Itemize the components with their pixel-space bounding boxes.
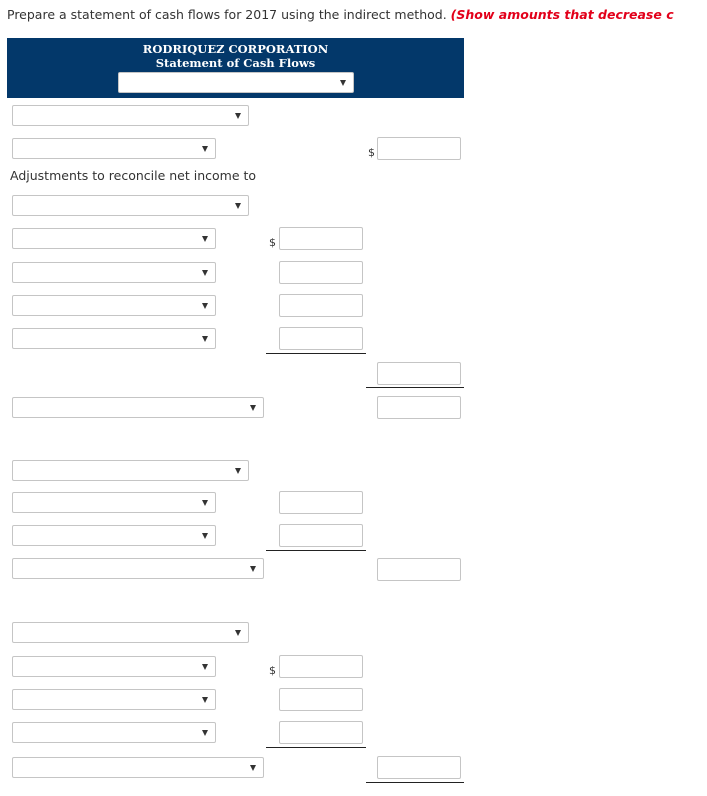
instruction-main: Prepare a statement of cash flows for 2017 using the indirect method. — [7, 7, 447, 22]
chevron-down-icon — [235, 113, 241, 119]
line-select-1[interactable] — [12, 105, 249, 126]
line-select-12[interactable] — [12, 558, 264, 579]
amount-input-2[interactable] — [279, 261, 363, 284]
chevron-down-icon — [250, 765, 256, 771]
chevron-down-icon — [250, 405, 256, 411]
adjustments-label: Adjustments to reconcile net income to — [10, 168, 257, 183]
line-select-5[interactable] — [12, 262, 216, 283]
operating-total-input[interactable] — [377, 396, 461, 419]
amount-input-6[interactable] — [279, 524, 363, 547]
chevron-down-icon — [202, 270, 208, 276]
chevron-down-icon — [202, 303, 208, 309]
chevron-down-icon — [340, 80, 346, 86]
period-select[interactable] — [118, 72, 354, 93]
line-select-10[interactable] — [12, 492, 216, 513]
subtotal-rule — [366, 782, 464, 783]
subtotal-rule — [366, 387, 464, 388]
amount-input-5[interactable] — [279, 491, 363, 514]
line-select-3[interactable] — [12, 195, 249, 216]
chevron-down-icon — [235, 468, 241, 474]
line-select-11[interactable] — [12, 525, 216, 546]
line-select-17[interactable] — [12, 757, 264, 778]
chevron-down-icon — [250, 566, 256, 572]
line-select-9[interactable] — [12, 460, 249, 481]
chevron-down-icon — [202, 146, 208, 152]
amount-input-8[interactable] — [279, 688, 363, 711]
line-select-8[interactable] — [12, 397, 264, 418]
chevron-down-icon — [202, 336, 208, 342]
financing-total-input[interactable] — [377, 756, 461, 779]
subtotal-rule — [266, 550, 366, 551]
line-select-13[interactable] — [12, 622, 249, 643]
instruction-highlight: (Show amounts that decrease c — [450, 7, 674, 22]
line-select-2[interactable] — [12, 138, 216, 159]
currency-symbol: $ — [368, 146, 375, 159]
line-select-14[interactable] — [12, 656, 216, 677]
amount-input-7[interactable] — [279, 655, 363, 678]
statement-title: Statement of Cash Flows — [155, 56, 316, 70]
chevron-down-icon — [202, 697, 208, 703]
line-select-4[interactable] — [12, 228, 216, 249]
subtotal-rule — [266, 747, 366, 748]
currency-symbol: $ — [269, 236, 276, 249]
line-select-7[interactable] — [12, 328, 216, 349]
amount-input-1[interactable] — [279, 227, 363, 250]
amount-input-4[interactable] — [279, 327, 363, 350]
chevron-down-icon — [202, 533, 208, 539]
currency-symbol: $ — [269, 664, 276, 677]
subtotal-rule — [266, 353, 366, 354]
company-name: RODRIQUEZ CORPORATION — [142, 42, 329, 56]
amount-input-3[interactable] — [279, 294, 363, 317]
investing-total-input[interactable] — [377, 558, 461, 581]
amount-input-9[interactable] — [279, 721, 363, 744]
chevron-down-icon — [202, 236, 208, 242]
chevron-down-icon — [235, 203, 241, 209]
instruction-text — [7, 7, 707, 22]
chevron-down-icon — [202, 664, 208, 670]
line-select-16[interactable] — [12, 722, 216, 743]
net-income-input[interactable] — [377, 137, 461, 160]
total-adjustments-input[interactable] — [377, 362, 461, 385]
chevron-down-icon — [202, 500, 208, 506]
chevron-down-icon — [202, 730, 208, 736]
chevron-down-icon — [235, 630, 241, 636]
statement-header — [7, 38, 464, 98]
line-select-6[interactable] — [12, 295, 216, 316]
line-select-15[interactable] — [12, 689, 216, 710]
